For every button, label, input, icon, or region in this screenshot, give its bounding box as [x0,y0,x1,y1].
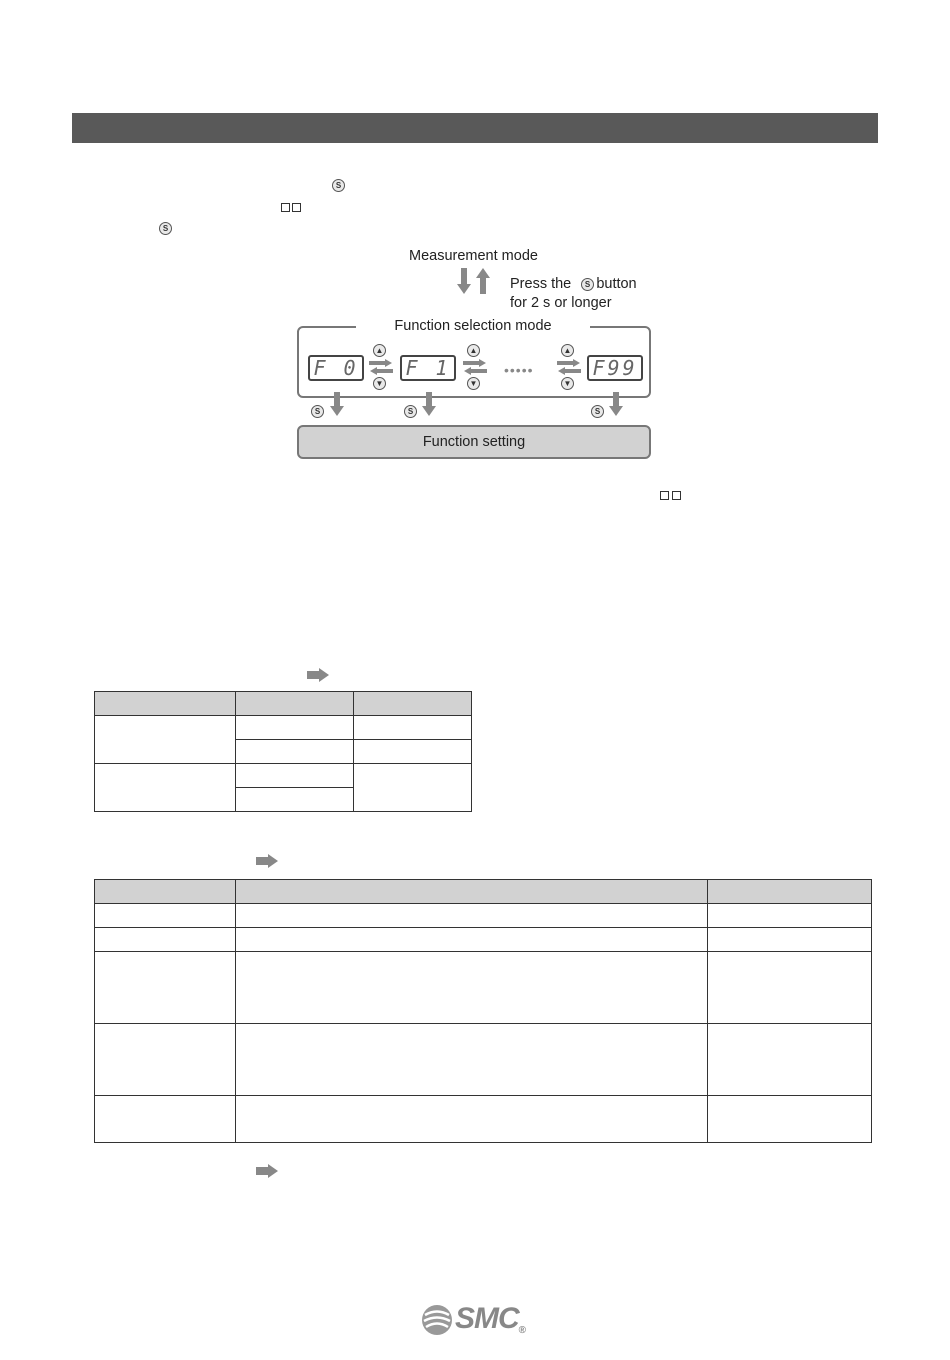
table-cell [236,740,354,764]
table-cell [354,740,472,764]
down-arrow-icon [422,392,436,416]
table-cell [708,1096,872,1143]
table-cell [95,764,236,812]
press-text: Press the [510,276,572,292]
table-cell [95,716,236,764]
press-instruction-line2: for 2 s or longer [510,295,612,311]
display-digit-box [660,491,669,500]
table-cell [236,764,354,788]
table-header-cell [236,880,708,904]
reference-arrow-icon [256,1164,278,1178]
table-cell [95,928,236,952]
smc-logo-mark-icon [421,1304,453,1336]
table-cell [95,952,236,1024]
logo-wordmark: SMC [455,1302,519,1335]
down-arrow-icon [330,392,344,416]
table-cell [236,952,708,1024]
table-header-cell [236,692,354,716]
table-cell [236,928,708,952]
exchange-arrows-icon [557,359,581,375]
up-button-icon: ▲ [467,344,480,357]
s-button-icon: S [159,222,172,235]
display-digit-box [672,491,681,500]
table-cell [236,788,354,812]
table-cell [236,1024,708,1096]
smc-logo-text [455,1302,525,1336]
down-button-icon: ▼ [561,377,574,390]
table-header-cell [95,692,236,716]
settings-table-1 [94,691,472,812]
button-text: button [596,276,637,292]
table-cell [236,904,708,928]
lcd-display-f0: F 0 [308,355,364,381]
press-instruction-line1 [510,276,637,292]
continuation-dots: ••••• [504,362,534,378]
exchange-arrows-icon [463,359,487,375]
table-cell [708,904,872,928]
exchange-arrows-icon [369,359,393,375]
lcd-display-f1: F 1 [400,355,456,381]
mode-switch-arrows-icon [456,268,492,296]
s-button-icon: S [581,278,594,291]
function-setting-box: Function setting [297,425,651,459]
table-cell [708,952,872,1024]
down-button-icon: ▼ [467,377,480,390]
s-button-icon: S [404,405,417,418]
lcd-display-f99: F99 [587,355,643,381]
section-header-bar [72,113,878,143]
table-cell [236,716,354,740]
registered-mark: ® [518,1325,526,1336]
measurement-mode-label: Measurement mode [409,248,538,264]
up-button-icon: ▲ [373,344,386,357]
table-cell [708,928,872,952]
s-button-icon: S [311,405,324,418]
table-cell [95,1096,236,1143]
function-selection-title: Function selection mode [356,318,590,334]
reference-arrow-icon [256,854,278,868]
table-header-cell [95,880,236,904]
table-cell [95,1024,236,1096]
display-digit-box [281,203,290,212]
table-header-cell [708,880,872,904]
table-cell [95,904,236,928]
s-button-icon: S [591,405,604,418]
table-cell [236,1096,708,1143]
down-button-icon: ▼ [373,377,386,390]
table-header-cell [354,692,472,716]
s-button-icon: S [332,179,345,192]
reference-arrow-icon [307,668,329,682]
display-digit-box [292,203,301,212]
up-button-icon: ▲ [561,344,574,357]
settings-table-2 [94,879,872,1143]
table-cell [708,1024,872,1096]
table-cell [354,764,472,812]
table-cell [354,716,472,740]
down-arrow-icon [609,392,623,416]
